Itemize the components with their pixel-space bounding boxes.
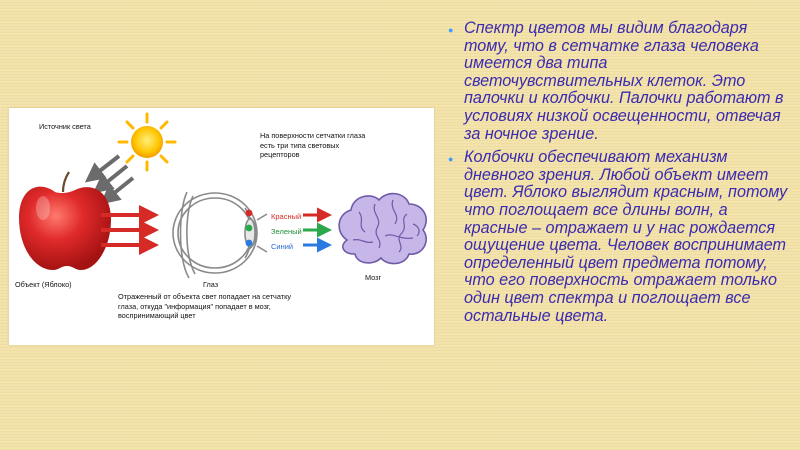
eye-label: Глаз xyxy=(203,280,219,289)
red-receptor-dot xyxy=(246,210,253,217)
brain-label: Мозг xyxy=(365,273,382,282)
bullet-item xyxy=(445,20,790,143)
explanation-text xyxy=(445,20,790,331)
eye-icon xyxy=(173,192,267,278)
bullet-dot-icon: ● xyxy=(448,154,454,165)
bullet-text: Колбочки обеспечивают механизм дневного зрения. Любой объект имеет цвет. Яблоко выглядит красным, потому что поглощает все длины волн, а красные – отражает и у нас рождается ощущение цвета. Человек воспринимает определенный цвет предмета потому, что его поверхность отражает только один цвет спектра и поглощает все остальные цвета. xyxy=(464,148,788,325)
green-receptor-dot xyxy=(246,225,253,232)
bullet-item xyxy=(445,149,790,325)
light-source-label: Источник света xyxy=(39,122,91,131)
red-receptor-label: Красный xyxy=(271,212,302,221)
color-vision-diagram xyxy=(9,108,434,345)
bullet-text: Спектр цветов мы видим благодаря тому, что в сетчатке глаза человека имеется два типа светочувствительных клеток. Это палочки и колбочки. Палочки работают в условиях низкой освещенности, отвечая за ночное зрение. xyxy=(464,19,784,143)
retina-surface-label: На поверхности сетчатки глаза есть три типа световых рецепторов xyxy=(260,131,366,159)
blue-receptor-dot xyxy=(246,240,253,247)
object-label: Объект (Яблоко) xyxy=(15,280,72,289)
brain-icon xyxy=(339,194,426,264)
sun-icon xyxy=(119,114,175,170)
reflection-caption: Отраженный от объекта свет попадает на сетчатку глаза, откуда "информация" попадает в мозг, воспринимающий цвет xyxy=(118,292,292,320)
green-receptor-label: Зеленый xyxy=(271,227,302,236)
blue-receptor-label: Синий xyxy=(271,242,294,251)
bullet-dot-icon: ● xyxy=(448,25,454,35)
apple-icon xyxy=(19,172,111,270)
